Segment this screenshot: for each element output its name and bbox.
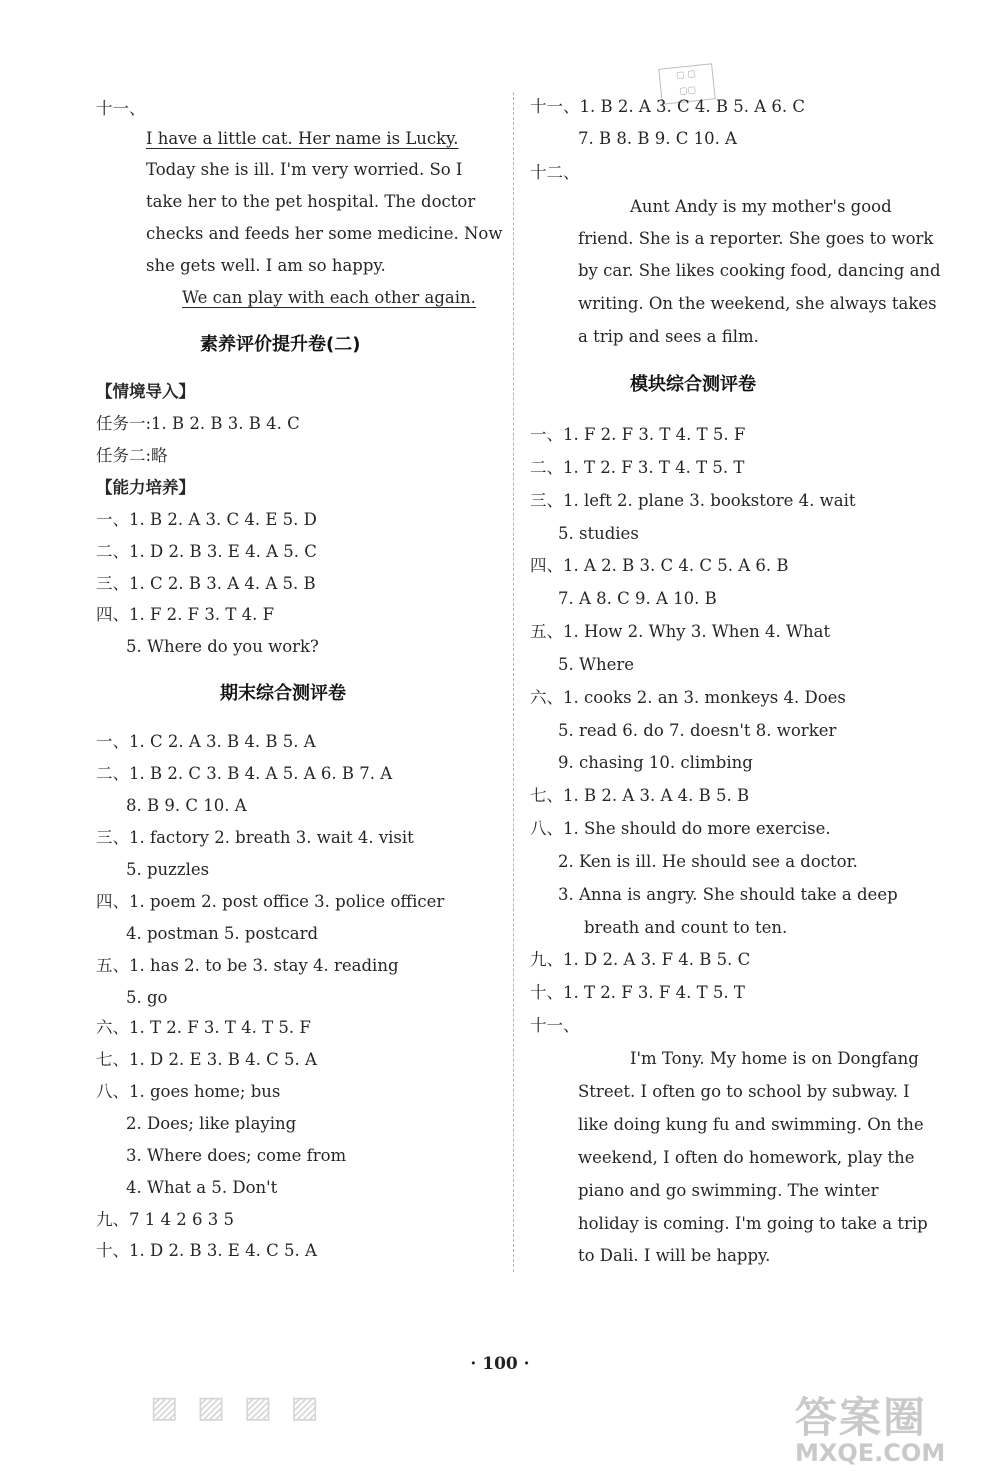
answer-line: 5. Where do you work? [126,637,319,656]
section-heading: 素养评价提升卷(二) [200,334,361,355]
answer-line: 十、1. D 2. B 3. E 4. C 5. A [96,1241,317,1260]
passage-line: checks and feeds her some medicine. Now [146,224,503,243]
answer-line: 5. studies [558,524,639,543]
section-11-label: 十一、 [530,1016,580,1035]
answer-line: 五、1. has 2. to be 3. stay 4. reading [96,956,399,975]
answer-line: 7. B 8. B 9. C 10. A [578,129,737,148]
answer-line: 8. B 9. C 10. A [126,796,247,815]
answer-line: 八、1. goes home; bus [96,1082,281,1101]
passage-line: I'm Tony. My home is on Dongfang [630,1049,919,1068]
section-heading: 期末综合测评卷 [220,683,346,704]
subheading: 【能力培养】 [96,478,195,497]
answer-line: 二、1. D 2. B 3. E 4. A 5. C [96,542,317,561]
answer-line: 六、1. T 2. F 3. T 4. T 5. F [96,1018,311,1037]
subheading: 【情境导入】 [96,382,195,401]
answer-line: 四、1. A 2. B 3. C 4. C 5. A 6. B [530,556,789,575]
answer-line: 六、1. cooks 2. an 3. monkeys 4. Does [530,688,846,707]
answer-line: 7. A 8. C 9. A 10. B [558,589,717,608]
passage-line: like doing kung fu and swimming. On the [578,1115,924,1134]
section-heading: 模块综合测评卷 [630,374,756,395]
answer-line: 9. chasing 10. climbing [558,753,753,772]
passage-line: We can play with each other again. [182,288,476,307]
answer-line: 三、1. factory 2. breath 3. wait 4. visit [96,828,414,847]
answer-line: 5. puzzles [126,860,210,879]
answer-line: 四、1. poem 2. post office 3. police officer [96,892,445,911]
answer-line: 十一、1. B 2. A 3. C 4. B 5. A 6. C [530,97,805,116]
answer-line: 3. Where does; come from [126,1146,347,1165]
answer-line: 一、1. C 2. A 3. B 4. B 5. A [96,732,316,751]
section-11-label: 十一、 [96,99,146,118]
passage-line: friend. She is a reporter. She goes to work [578,229,934,248]
passage-line: holiday is coming. I'm going to take a trip [578,1214,928,1233]
watermark-main-text: 答案圈 [795,1393,928,1442]
answer-line: 2. Ken is ill. He should see a doctor. [558,852,858,871]
passage-line: I have a little cat. Her name is Lucky. [146,129,459,148]
passage-line: writing. On the weekend, she always takes [578,294,937,313]
answer-line: 九、1. D 2. A 3. F 4. B 5. C [530,950,751,969]
stamp-mark: ▢ ▢ ▢▢ [658,63,715,104]
answer-line: 5. read 6. do 7. doesn't 8. worker [558,721,837,740]
passage-line: piano and go swimming. The winter [578,1181,879,1200]
answer-line: 4. postman 5. postcard [126,924,319,943]
answer-line: 二、1. B 2. C 3. B 4. A 5. A 6. B 7. A [96,764,393,783]
answer-line: 一、1. B 2. A 3. C 4. E 5. D [96,510,317,529]
answer-line: 四、1. F 2. F 3. T 4. F [96,605,275,624]
answer-line: 八、1. She should do more exercise. [530,819,831,838]
answer-line: 九、7 1 4 2 6 3 5 [96,1210,234,1229]
answer-line: 5. Where [558,655,634,674]
watermark-logo [795,1385,945,1467]
passage-line: weekend, I often do homework, play the [578,1148,915,1167]
passage-line: to Dali. I will be happy. [578,1246,771,1265]
answer-line: 一、1. F 2. F 3. T 4. T 5. F [530,425,746,444]
passage-line: by car. She likes cooking food, dancing and [578,261,941,280]
answer-line: 任务二:略 [96,446,168,465]
answer-line: 十、1. T 2. F 3. F 4. T 5. T [530,983,745,1002]
answer-line: 五、1. How 2. Why 3. When 4. What [530,622,831,641]
passage-line: a trip and sees a film. [578,327,759,346]
answer-line: 七、1. D 2. E 3. B 4. C 5. A [96,1050,317,1069]
page-number: · 100 · [470,1354,530,1374]
answer-line: 三、1. left 2. plane 3. bookstore 4. wait [530,491,856,510]
answer-line: 5. go [126,988,168,1007]
passage-line: Street. I often go to school by subway. I [578,1082,910,1101]
passage-line: Today she is ill. I'm very worried. So I [146,160,463,179]
passage-line: Aunt Andy is my mother's good [630,197,892,216]
column-divider [513,92,514,1272]
answer-line: 3. Anna is angry. She should take a deep [558,885,898,904]
answer-line: breath and count to ten. [584,918,788,937]
answer-line: 任务一:1. B 2. B 3. B 4. C [96,414,300,433]
answer-line: 2. Does; like playing [126,1114,297,1133]
answer-line: 七、1. B 2. A 3. A 4. B 5. B [530,786,750,805]
passage-line: she gets well. I am so happy. [146,256,386,275]
watermark-sub-text: MXQE.COM [795,1439,946,1467]
answer-line: 二、1. T 2. F 3. T 4. T 5. T [530,458,745,477]
faded-watermark: ▨ ▨ ▨ ▨ [150,1390,323,1425]
answer-line: 4. What a 5. Don't [126,1178,278,1197]
section-12-label: 十二、 [530,163,580,182]
passage-line: take her to the pet hospital. The doctor [146,192,476,211]
answer-line: 三、1. C 2. B 3. A 4. A 5. B [96,574,316,593]
